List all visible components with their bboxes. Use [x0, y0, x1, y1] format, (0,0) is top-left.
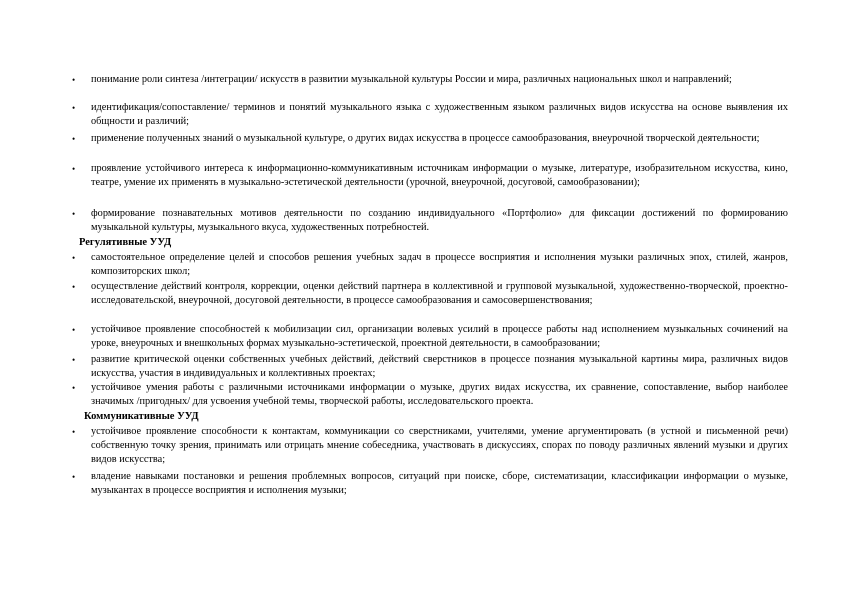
bullet-icon: •: [72, 472, 76, 482]
bullet-icon: •: [72, 253, 76, 263]
list-item: [72, 470, 788, 498]
list-item-text: формирование познавательных мотивов деятельности по созданию индивидуального «Портфолио» для фиксации достижений по формированию музыкальной культуры, музыкального вкуса, художественных потребностей.: [91, 208, 788, 233]
list-item-text: понимание роли синтеза /интеграции/ искусств в развитии музыкальной культуры России и мира, различных национальных школ и направлений;: [91, 74, 732, 85]
list-item-text: самостоятельное определение целей и способов решения учебных задач в процессе восприятия и исполнения музыки различных эпох, стилей, жанров, композиторских школ;: [91, 252, 788, 277]
list-item: [72, 280, 788, 308]
list-item-text: развитие критической оценки собственных учебных действий, действий сверстников в процессе познания музыкальной картины мира, различных видов искусства, участия в индивидуальных и коллективных проектах;: [91, 354, 788, 379]
list-item-text: идентификация/сопоставление/ терминов и понятий музыкального языка с художественным языком различных видов искусства на основе выявления их общности и различий;: [91, 102, 788, 127]
bullet-icon: •: [72, 103, 76, 113]
list-item-text: устойчивое проявление способностей к мобилизации сил, организации волевых усилий в процессе работы над исполнением музыкальных сочинений на уроке, внеурочных и внешкольных формах музыкально-эстетической, проектной деятельности, в самообразовании;: [91, 324, 788, 349]
list-item-text: устойчивое проявление способности к контактам, коммуникации со сверстниками, учителями, умение аргументировать (в устной и письменной речи) собственную точку зрения, принимать или отрицать мнение собеседника, участвовать в дискуссиях, спорах по поводу различных явлений музыки и других видов искусства;: [91, 426, 788, 465]
list-item-text: применение полученных знаний о музыкальной культуре, о других видах искусства в процессе самообразования, внеурочной творческой деятельности;: [91, 133, 760, 144]
bullet-icon: •: [72, 209, 76, 219]
bullet-icon: •: [72, 427, 76, 437]
section-heading-regulatory: Регулятивные УУД: [79, 237, 172, 248]
list-item-text: устойчивое умения работы с различными источниками информации о музыке, других видах искусства, их сравнение, сопоставление, выбор наиболее значимых /пригодных/ для усвоения учебной темы, творческой работы, исследовательского проекта.: [91, 382, 788, 407]
bullet-icon: •: [72, 383, 76, 393]
list-item: [72, 353, 788, 381]
list-item: [72, 381, 788, 409]
list-item: [72, 101, 788, 129]
list-item-text: владение навыками постановки и решения проблемных вопросов, ситуаций при поиске, сборе, систематизации, классификации информации о музыке, музыкантах в процессе восприятия и исполнения музыки;: [91, 471, 788, 496]
list-item: [72, 251, 788, 279]
list-item: [72, 207, 788, 235]
list-item-text: осуществление действий контроля, коррекции, оценки действий партнера в коллективной и групповой музыкальной, художественно-творческой, проектно-исследовательской, внеурочной, досуговой деятельности, в процессе самообразования и самосовершенствования;: [91, 281, 788, 306]
bullet-icon: •: [72, 134, 76, 144]
list-item: [72, 425, 788, 467]
list-item: [72, 323, 788, 351]
list-item: [72, 162, 788, 190]
bullet-icon: •: [72, 164, 76, 174]
bullet-icon: •: [72, 325, 76, 335]
bullet-icon: •: [72, 355, 76, 365]
list-item: [72, 132, 788, 146]
list-item-text: проявление устойчивого интереса к информационно-коммуникативным источникам информации о музыке, литературе, изобразительном искусства, кино, театре, умение их применять в музыкально-эстетической деятельности (урочной, внеурочной, досуговой, самообразовании);: [91, 163, 788, 188]
bullet-icon: •: [72, 75, 76, 85]
bullet-icon: •: [72, 282, 76, 292]
section-heading-communicative: Коммуникативные УУД: [84, 411, 199, 422]
list-item: [72, 73, 788, 87]
